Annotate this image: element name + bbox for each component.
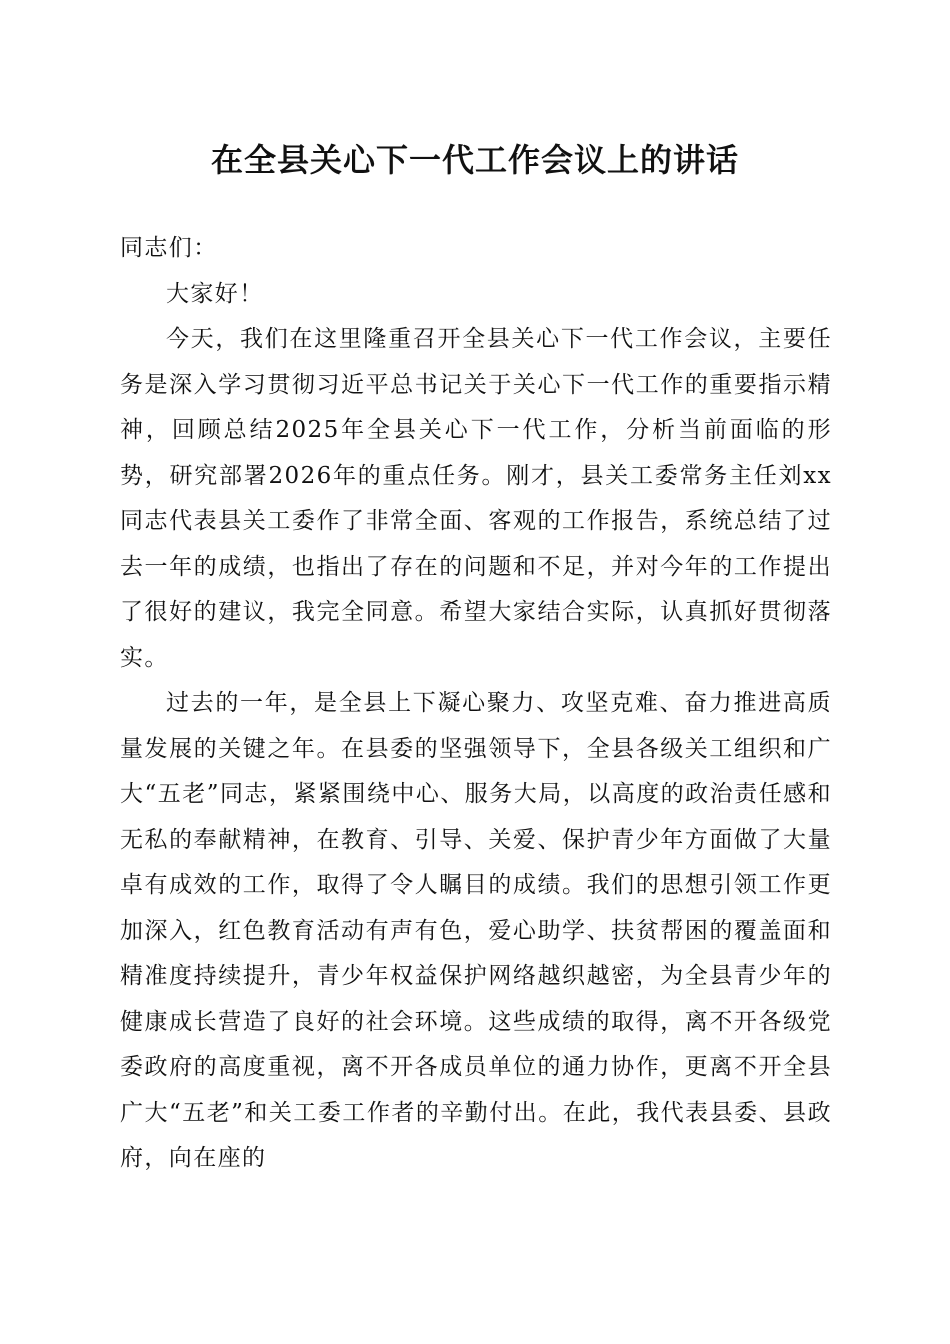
paragraph-meeting-purpose: 今天，我们在这里隆重召开全县关心下一代工作会议，主要任务是深入学习贯彻习近平总书记关于关心下一代工作的重要指示精神，回顾总结2025年全县关心下一代工作，分析当前面临的形势，研究部署2026年的重点任务。刚才，县关工委常务主任刘xx同志代表县关工委作了非常全面、客观的工作报告，系统总结了过去一年的成绩，也指出了存在的问题和不足，并对今年的工作提出了很好的建议，我完全同意。希望大家结合实际，认真抓好贯彻落实。 xyxy=(120,326,832,671)
paragraph-past-year-review: 过去的一年，是全县上下凝心聚力、攻坚克难、奋力推进高质量发展的关键之年。在县委的坚强领导下，全县各级关工组织和广大“五老”同志，紧紧围绕中心、服务大局，以高度的政治责任感和无私的奉献精神，在教育、引导、关爱、保护青少年方面做了大量卓有成效的工作，取得了令人瞩目的成绩。我们的思想引领工作更加深入，红色教育活动有声有色，爱心助学、扶贫帮困的覆盖面和精准度持续提升，青少年权益保护网络越织越密，为全县青少年的健康成长营造了良好的社会环境。这些成绩的取得，离不开各级党委政府的高度重视，离不开各成员单位的通力协作，更离不开全县广大“五老”和关工委工作者的辛勤付出。在此，我代表县委、县政府，向在座的 xyxy=(120,690,832,1171)
document-title: 在全县关心下一代工作会议上的讲话 xyxy=(210,141,739,179)
paragraph-greeting: 大家好！ xyxy=(166,280,264,307)
document-body xyxy=(120,226,832,1182)
salutation: 同志们： xyxy=(120,235,218,261)
